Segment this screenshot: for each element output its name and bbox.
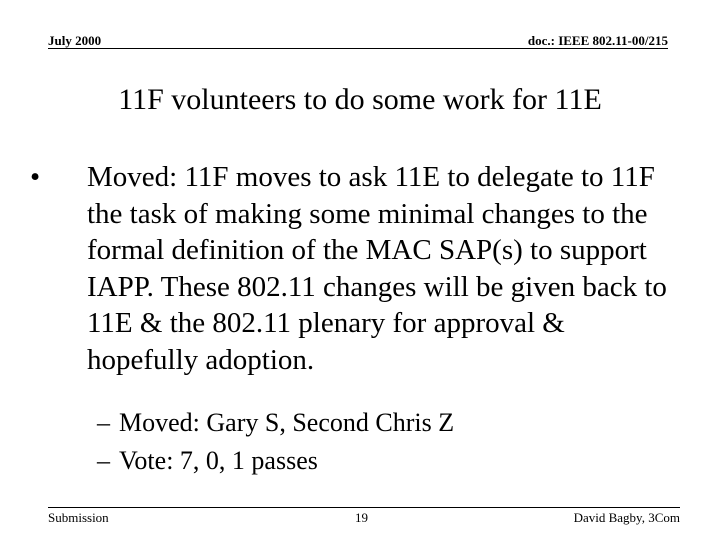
sub-item-text: Moved: Gary S, Second Chris Z <box>119 408 455 437</box>
sub-item-dash: – <box>97 446 110 475</box>
sub-item <box>97 445 318 477</box>
slide-title: 11F volunteers to do some work for 11E <box>118 83 602 116</box>
footer-divider <box>48 507 680 508</box>
header-date: July 2000 <box>48 33 102 48</box>
bullet-mark: • <box>30 161 41 193</box>
sub-item <box>97 407 454 439</box>
header-divider <box>48 48 668 49</box>
page-number: 19 <box>355 510 368 525</box>
sub-item-dash: – <box>97 408 110 437</box>
footer-author: David Bagby, 3Com <box>573 510 680 525</box>
footer-submission: Submission <box>48 510 109 525</box>
bullet-text: Moved: 11F moves to ask 11E to delegate to 11F the task of making some minimal changes to the formal definition of the MAC SAP(s) to support IAPP. These 802.11 changes will be given back to 11E & the 802.11 plenary for approval & hopefully adoption. <box>87 161 667 376</box>
sub-item-text: Vote: 7, 0, 1 passes <box>119 446 318 475</box>
header-doc-id: doc.: IEEE 802.11-00/215 <box>527 33 668 48</box>
